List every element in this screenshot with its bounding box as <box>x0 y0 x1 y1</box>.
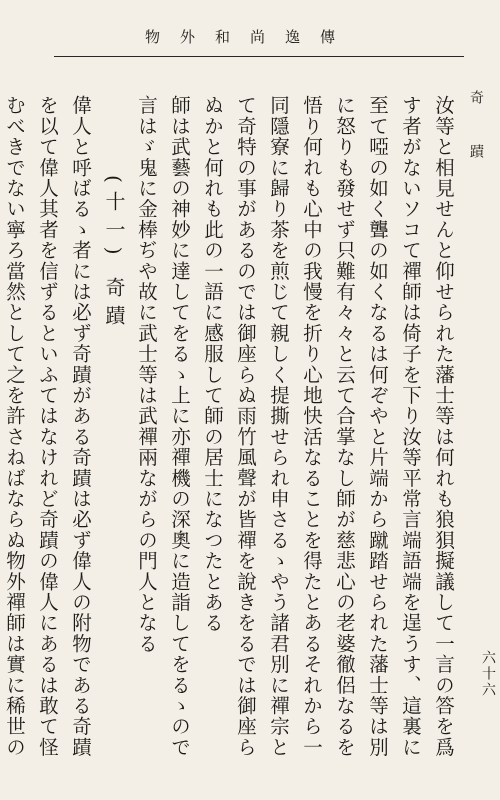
header-rule <box>54 56 464 57</box>
section-heading-title: 奇蹟 <box>102 276 126 333</box>
paragraph-3: 偉人と呼ばるゝ者には必ず奇蹟がある奇蹟は必ず偉人の附物である奇蹟を以て偉人其者を信ずるといふてはなけれど奇蹟の偉人にあるは敢て怪むべきでない寧ろ當然として之を許さねばならぬ物外禪師は實に稀世の <box>3 95 92 758</box>
page-header <box>30 22 470 62</box>
page-number: 六十六 <box>480 650 496 698</box>
paragraph-2: 師は武藝の神妙に達してをるゝ上に亦禪機の深奧に造詣してをるゝので言はゞ鬼に金棒ぢや故に武士等は武禪兩ながらの門人となる <box>135 95 191 758</box>
section-heading <box>97 95 130 770</box>
section-heading-number: (十一) <box>102 175 126 263</box>
body-text <box>3 95 460 770</box>
section-label: 奇蹟 <box>468 90 484 198</box>
paragraph-1: 汝等と相見せんと仰せられた藩士等は何れも狼狽擬議して一言の答を爲す者がないソコて禪師は倚子を下り汝等平常言端語端を逞うす、這裏に至て啞の如く聾の如くなるは何ぞやと片端から蹴踏せられた藩士等は別に怒りも發せず只難有々々と云て合掌なし師が慈悲心の老婆徹侶なるを悟り何れも心中の我慢を折り心地快活なることを得たとあるそれから一同隱寮に歸り茶を煎じて親しく提撕せられ申さるゝやう諸君別に禪宗とて奇特の事があるのでは御座らぬ雨竹風聲が皆禪を說きをるでは御座らぬかと何れも此の一語に感服して師の居士になつたとある <box>201 95 455 758</box>
running-title: 物外和尚逸傳 <box>144 28 355 46</box>
